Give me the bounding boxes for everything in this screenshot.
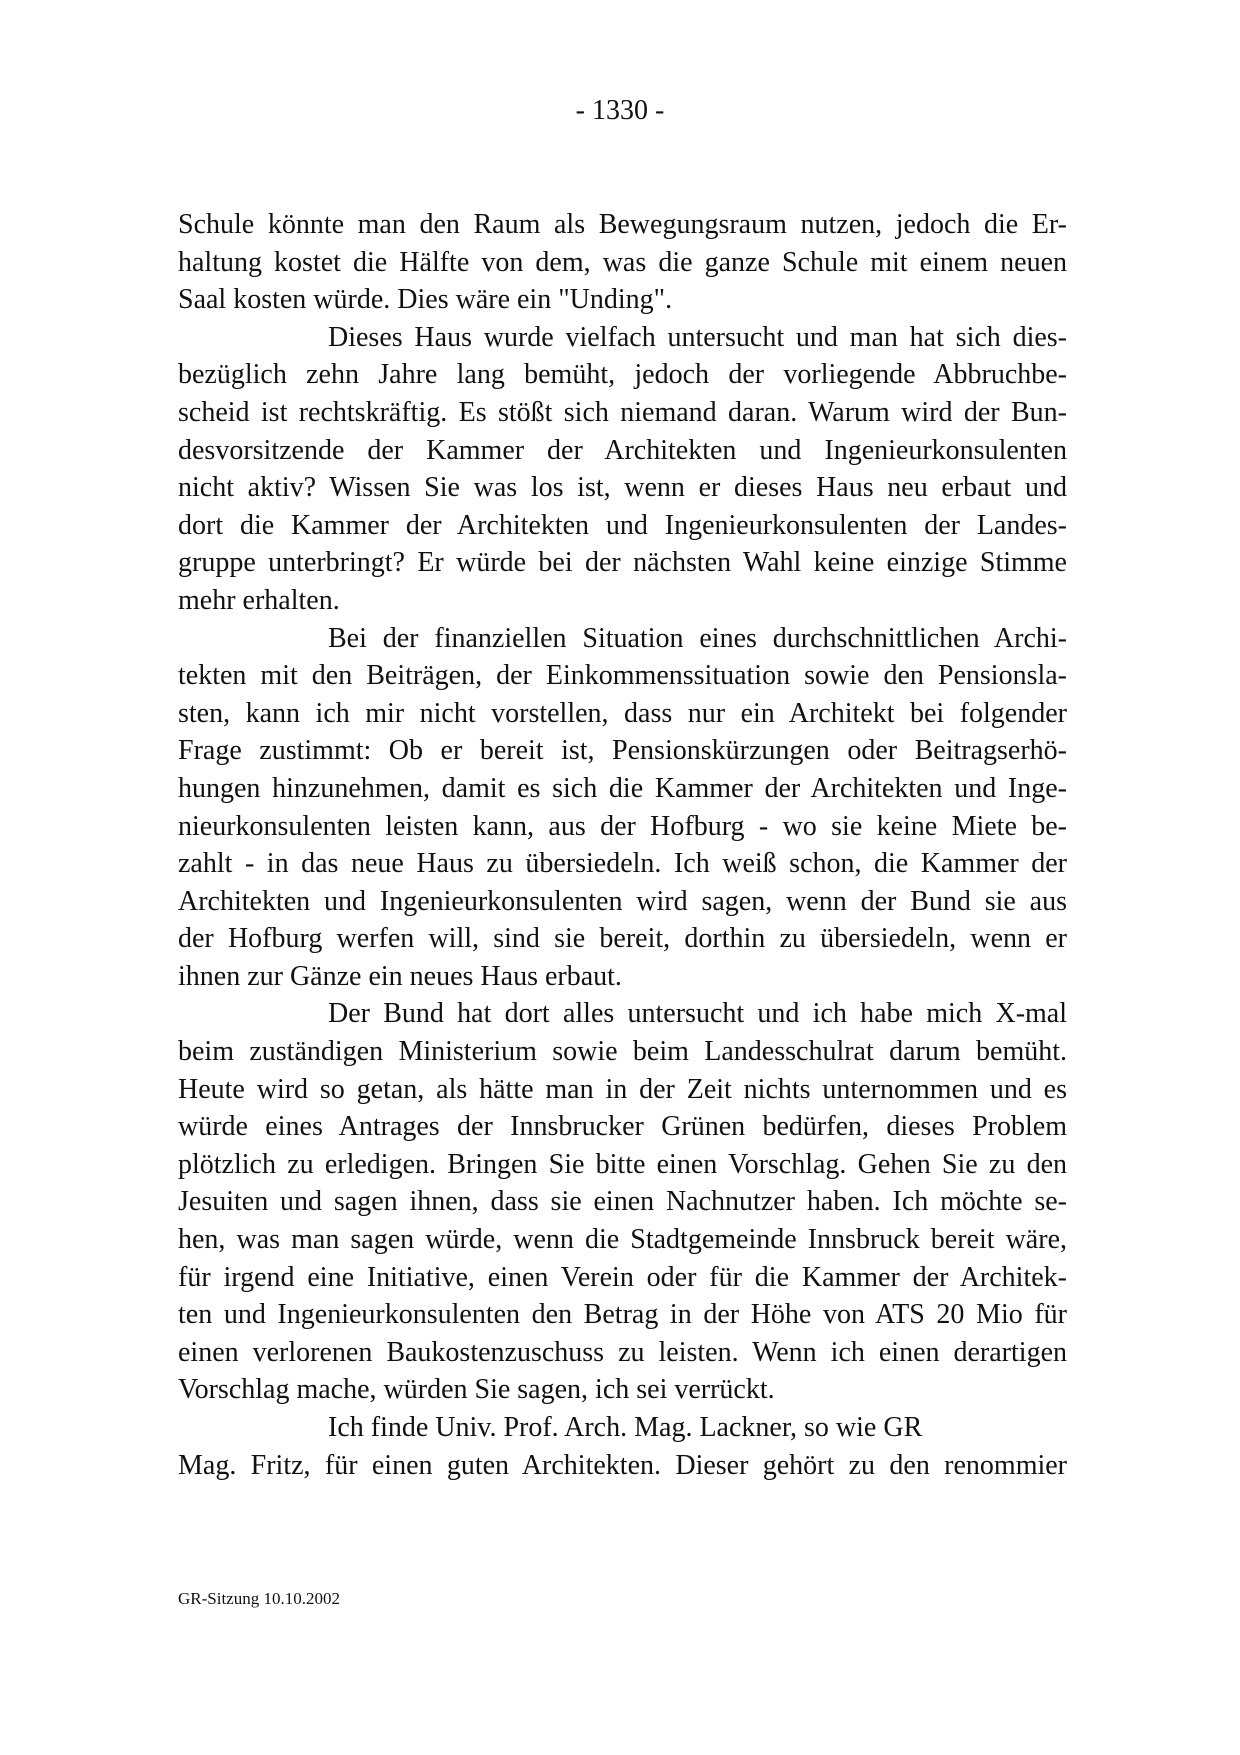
text-line: bezüglich zehn Jahre lang bemüht, jedoch der vorliegende Abbruchbe- xyxy=(178,359,1067,391)
text-line: scheid ist rechtskräftig. Es stößt sich niemand daran. Warum wird der Bun- xyxy=(178,396,1067,428)
text-line: dort die Kammer der Architekten und Ingenieurkonsulenten der Landes- xyxy=(178,509,1067,541)
text-line: sten, kann ich mir nicht vorstellen, dass nur ein Architekt bei folgender xyxy=(178,697,1067,729)
page-number: - 1330 - xyxy=(575,95,665,126)
text-line: haltung kostet die Hälfte von dem, was die ganze Schule mit einem neuen xyxy=(178,246,1067,278)
text-line: Saal kosten würde. Dies wäre ein "Unding". xyxy=(178,284,673,316)
text-line: gruppe unterbringt? Er würde bei der nächsten Wahl keine einzige Stimme xyxy=(178,547,1067,579)
text-line: mehr erhalten. xyxy=(178,584,340,616)
text-line: nieurkonsulenten leisten kann, aus der Hofburg - wo sie keine Miete be- xyxy=(178,810,1067,842)
text-line: hen, was man sagen würde, wenn die Stadtgemeinde Innsbruck bereit wäre, xyxy=(178,1224,1067,1256)
footer-session-date: GR-Sitzung 10.10.2002 xyxy=(178,1589,340,1608)
text-line: ten und Ingenieurkonsulenten den Betrag in der Höhe von ATS 20 Mio für xyxy=(178,1299,1067,1331)
text-line: der Hofburg werfen will, sind sie bereit, dorthin zu übersiedeln, wenn er xyxy=(178,923,1067,955)
text-line: Mag. Fritz, für einen guten Architekten. Dieser gehört zu den renommier xyxy=(178,1449,1067,1481)
text-line: einen verlorenen Baukostenzuschuss zu leisten. Wenn ich einen derartigen xyxy=(178,1336,1067,1368)
text-line: Ich finde Univ. Prof. Arch. Mag. Lackner, so wie GR xyxy=(328,1412,923,1443)
text-line: plötzlich zu erledigen. Bringen Sie bitte einen Vorschlag. Gehen Sie zu den xyxy=(178,1148,1067,1180)
text-line: Bei der finanziellen Situation eines durchschnittlichen Archi- xyxy=(328,622,1067,654)
text-line: Vorschlag mache, würden Sie sagen, ich sei verrückt. xyxy=(178,1374,775,1406)
text-line: desvorsitzende der Kammer der Architekten und Ingenieurkonsulenten xyxy=(178,434,1067,466)
text-line: zahlt - in das neue Haus zu übersiedeln. Ich weiß schon, die Kammer der xyxy=(178,848,1067,880)
text-line: Der Bund hat dort alles untersucht und ich habe mich X-mal xyxy=(328,998,1067,1030)
text-line: Jesuiten und sagen ihnen, dass sie einen Nachnutzer haben. Ich möchte se- xyxy=(178,1186,1067,1218)
text-line: Dieses Haus wurde vielfach untersucht und man hat sich dies- xyxy=(328,321,1067,353)
text-line: nicht aktiv? Wissen Sie was los ist, wenn er dieses Haus neu erbaut und xyxy=(178,472,1067,504)
text-line: für irgend eine Initiative, einen Verein oder für die Kammer der Architek- xyxy=(178,1261,1067,1293)
text-line: beim zuständigen Ministerium sowie beim Landesschulrat darum bemüht. xyxy=(178,1036,1067,1068)
text-line: würde eines Antrages der Innsbrucker Grünen bedürfen, dieses Problem xyxy=(178,1111,1067,1143)
text-line: Frage zustimmt: Ob er bereit ist, Pensionskürzungen oder Beitragserhö- xyxy=(178,735,1067,767)
text-line: Architekten und Ingenieurkonsulenten wird sagen, wenn der Bund sie aus xyxy=(178,885,1067,917)
text-line: tekten mit den Beiträgen, der Einkommenssituation sowie den Pensionsla- xyxy=(178,660,1067,692)
text-line: ihnen zur Gänze ein neues Haus erbaut. xyxy=(178,960,622,992)
text-line: Schule könnte man den Raum als Bewegungsraum nutzen, jedoch die Er- xyxy=(178,209,1067,240)
text-line: Heute wird so getan, als hätte man in der Zeit nichts unternommen und es xyxy=(178,1073,1067,1105)
body-text xyxy=(178,206,1067,1484)
text-line: hungen hinzunehmen, damit es sich die Kammer der Architekten und Inge- xyxy=(178,772,1067,804)
